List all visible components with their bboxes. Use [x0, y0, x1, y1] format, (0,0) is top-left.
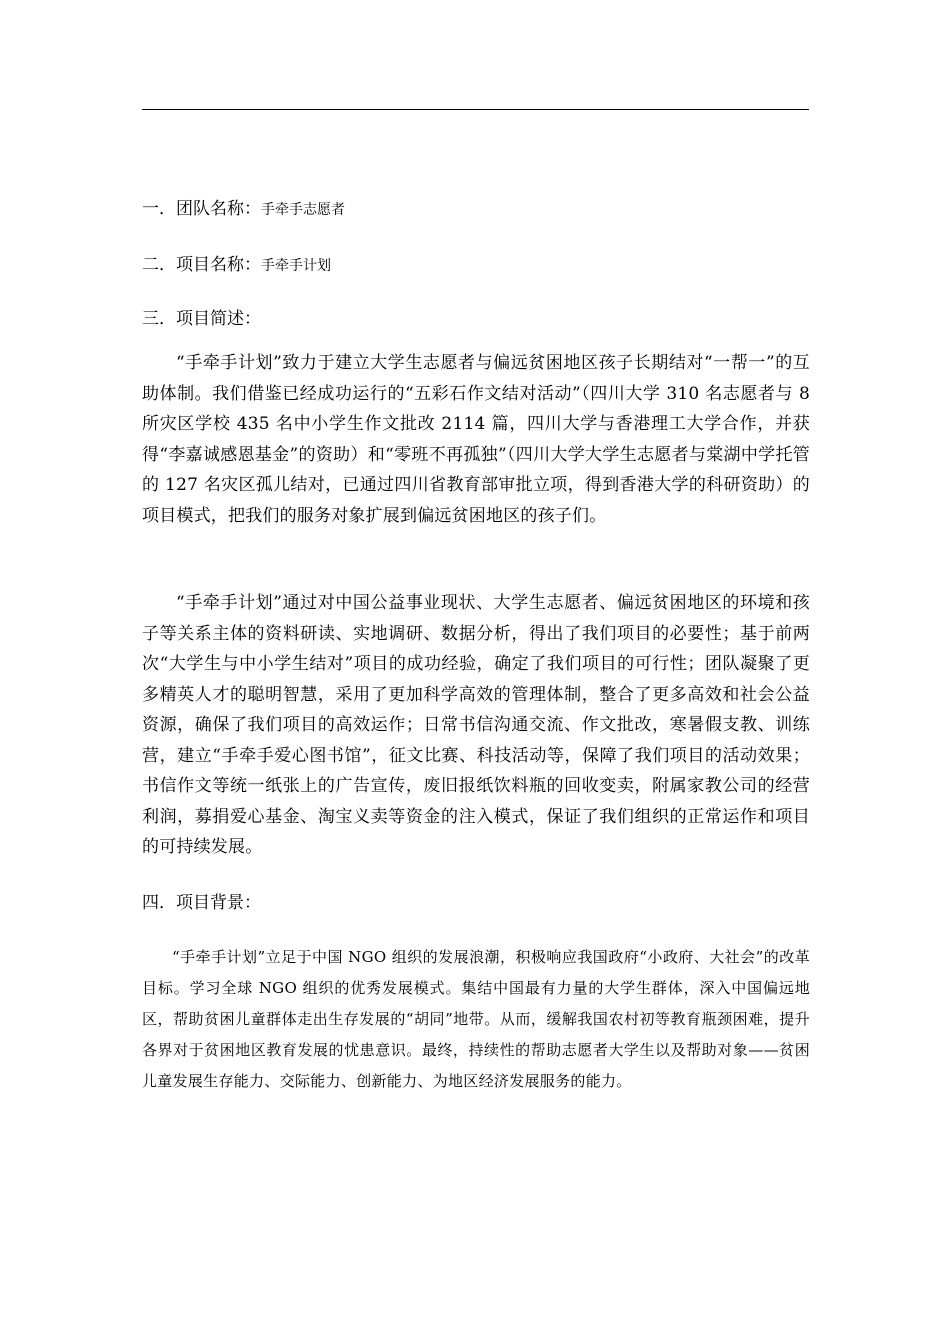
team-name-heading [142, 198, 345, 221]
team-name-value: 手牵手志愿者 [261, 202, 345, 218]
summary-paragraph-1: “手牵手计划”致力于建立大学生志愿者与偏远贫困地区孩子长期结对“一帮一”的互助体制。我们借鉴已经成功运行的“五彩石作文结对活动”（四川大学 310 名志愿者与 8 所灾区学校 435 名中小学生作文批改 2114 篇，四川大学与香港理工大学合作，并获得“李嘉诚感恩基金”的资助）和“零班不再孤独”（四川大学大学生志愿者与棠湖中学托管的 127 名灾区孤儿结对，已通过四川省教育部审批立项，得到香港大学的科研资助）的项目模式，把我们的服务对象扩展到偏远贫困地区的孩子们。 [142, 353, 810, 526]
project-background-heading [142, 892, 261, 914]
header-rule [142, 109, 809, 110]
project-summary-heading [142, 308, 261, 330]
project-name-value: 手牵手计划 [261, 258, 331, 274]
team-name-label: 一．团队名称： [142, 199, 261, 219]
background-paragraph: “手牵手计划”立足于中国 NGO 组织的发展浪潮，积极响应我国政府“小政府、大社会”的改革目标。学习全球 NGO 组织的优秀发展模式。集结中国最有力量的大学生群体，深入中国偏远地区，帮助贫困儿童群体走出生存发展的“胡同”地带。从而，缓解我国农村初等教育瓶颈困难，提升各界对于贫困地区教育发展的忧患意识。最终，持续性的帮助志愿者大学生以及帮助对象——贫困儿童发展生存能力、交际能力、创新能力、为地区经济发展服务的能力。 [142, 948, 810, 1090]
project-background-label: 四．项目背景： [142, 893, 261, 913]
summary-paragraph-2: “手牵手计划”通过对中国公益事业现状、大学生志愿者、偏远贫困地区的环境和孩子等关系主体的资料研读、实地调研、数据分析，得出了我们项目的必要性；基于前两次“大学生与中小学生结对”项目的成功经验，确定了我们项目的可行性；团队凝聚了更多精英人才的聪明智慧，采用了更加科学高效的管理体制，整合了更多高效和社会公益资源，确保了我们项目的高效运作；日常书信沟通交流、作文批改，寒暑假支教、训练营，建立“手牵手爱心图书馆”，征文比赛、科技活动等，保障了我们项目的活动效果；书信作文等统一纸张上的广告宣传，废旧报纸饮料瓶的回收变卖，附属家教公司的经营利润，募捐爱心基金、淘宝义卖等资金的注入模式，保证了我们组织的正常运作和项目的可持续发展。 [142, 593, 810, 857]
project-name-label: 二．项目名称： [142, 255, 261, 275]
project-name-heading [142, 254, 331, 277]
project-summary-label: 三．项目简述： [142, 309, 261, 329]
